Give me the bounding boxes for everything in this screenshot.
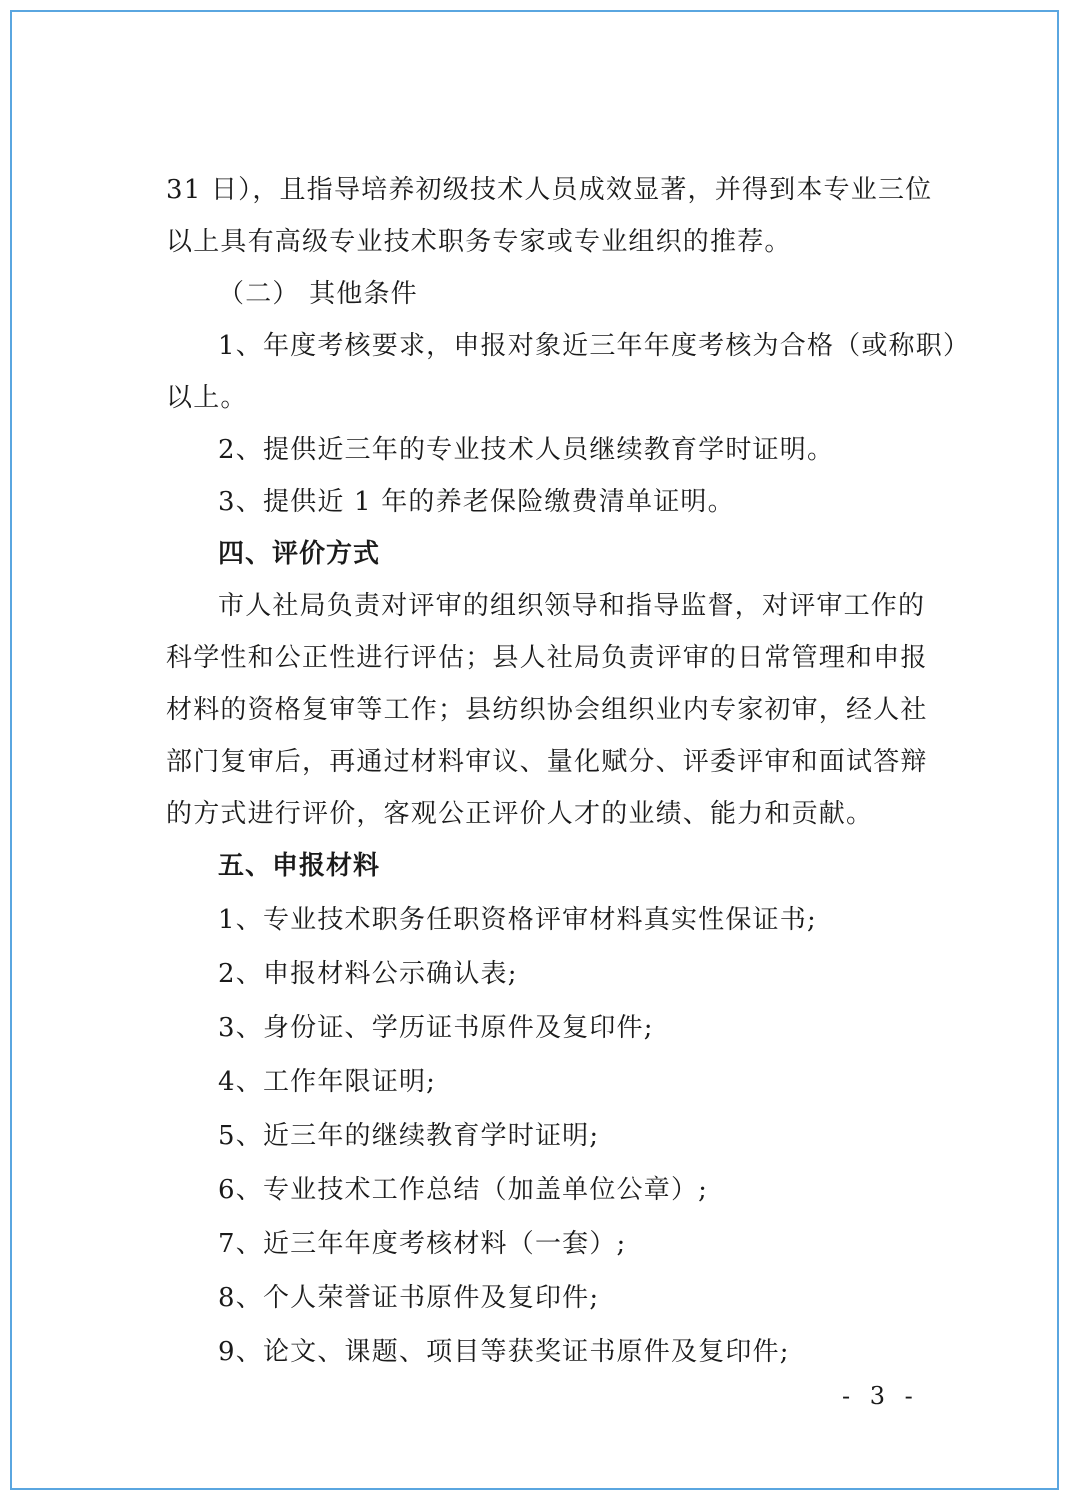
list-item: 8、个人荣誉证书原件及复印件;	[218, 1283, 600, 1313]
paragraph-line: 科学性和公正性进行评估；县人社局负责评审的日常管理和申报	[166, 643, 928, 673]
list-item: 3、提供近 1 年的养老保险缴费清单证明。	[218, 487, 735, 517]
section-heading: 五、申报材料	[218, 851, 381, 881]
list-item-continuation: 以上。	[166, 383, 248, 413]
list-item: 4、工作年限证明;	[218, 1067, 437, 1097]
paragraph-line: 市人社局负责对评审的组织领导和指导监督，对评审工作的	[218, 591, 926, 621]
list-item: 5、近三年的继续教育学时证明;	[218, 1121, 600, 1151]
page-number: - 3 -	[842, 1382, 919, 1410]
list-item: 3、身份证、学历证书原件及复印件;	[218, 1013, 654, 1043]
list-item: 2、提供近三年的专业技术人员继续教育学时证明。	[218, 435, 835, 465]
section-heading: 四、评价方式	[218, 539, 381, 569]
list-item: 6、专业技术工作总结（加盖单位公章）;	[218, 1175, 709, 1205]
subsection-heading: （二） 其他条件	[218, 279, 418, 309]
list-item: 2、申报材料公示确认表;	[218, 959, 518, 989]
list-item: 1、年度考核要求，申报对象近三年年度考核为合格（或称职）	[218, 331, 971, 361]
paragraph-line: 31 日），且指导培养初级技术人员成效显著，并得到本专业三位	[166, 175, 933, 205]
paragraph-line: 的方式进行评价，客观公正评价人才的业绩、能力和贡献。	[166, 799, 874, 829]
list-item: 9、论文、课题、项目等获奖证书原件及复印件;	[218, 1337, 790, 1367]
list-item: 7、近三年年度考核材料（一套）;	[218, 1229, 627, 1259]
paragraph-line: 部门复审后，再通过材料审议、量化赋分、评委评审和面试答辩	[166, 747, 928, 777]
paragraph-line: 以上具有高级专业技术职务专家或专业组织的推荐。	[166, 227, 792, 257]
list-item: 1、专业技术职务任职资格评审材料真实性保证书;	[218, 905, 817, 935]
paragraph-line: 材料的资格复审等工作；县纺织协会组织业内专家初审，经人社	[166, 695, 928, 725]
